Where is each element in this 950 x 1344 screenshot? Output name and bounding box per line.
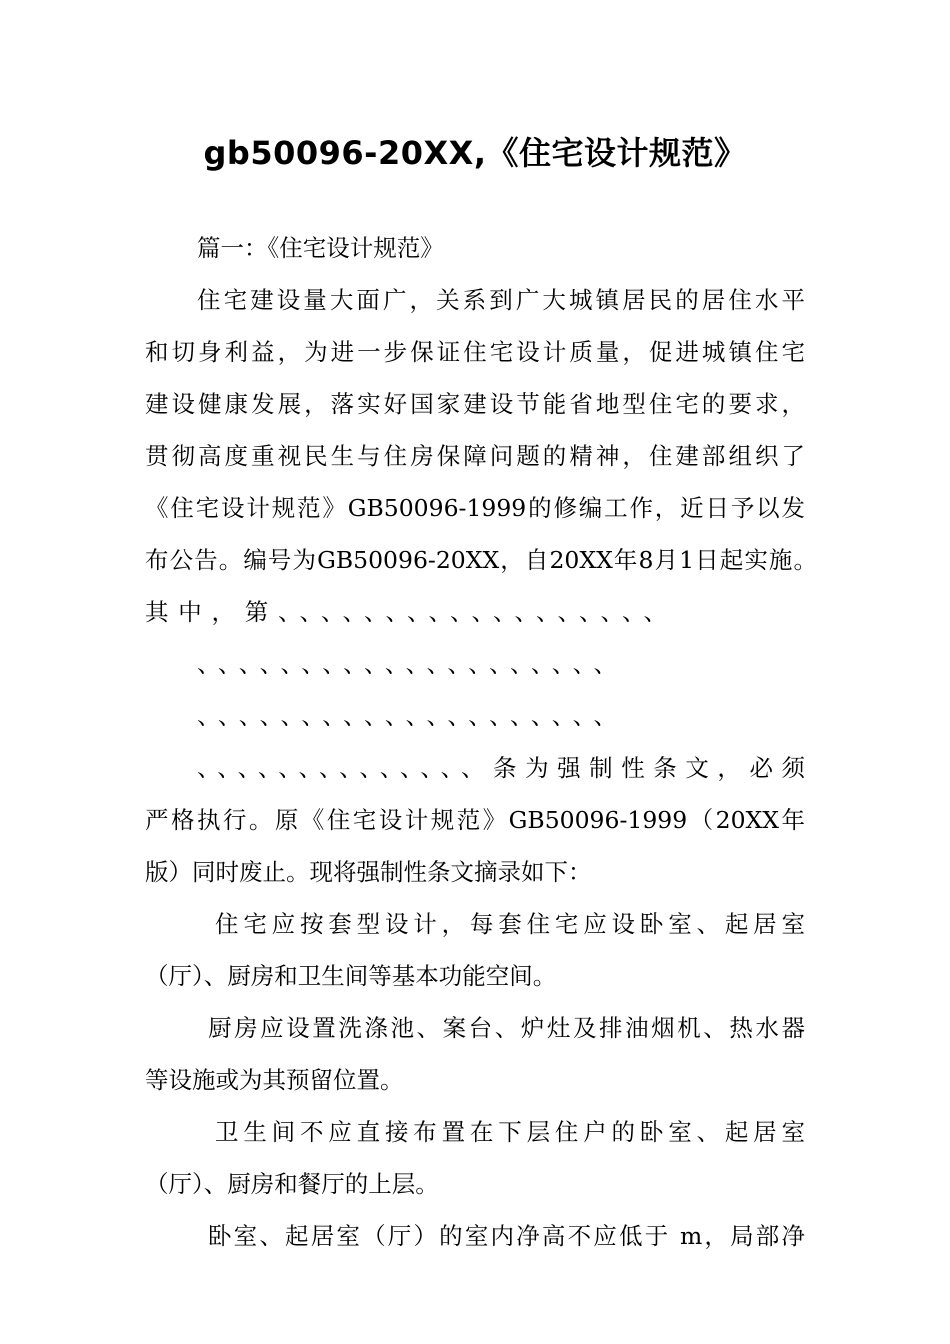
paragraph-line: 和切身利益，为进一步保证住宅设计质量，促进城镇住宅	[145, 338, 805, 366]
paragraph-line: 贯彻高度重视民生与住房保障问题的精神，住建部组织了	[145, 442, 805, 470]
paragraph-line: 布公告。编号为GB50096-20XX，自20XX年8月1日起实施。	[145, 546, 817, 574]
paragraph-line: 住宅应按套型设计，每套住宅应设卧室、起居室	[215, 910, 805, 938]
paragraph-line: 、、、、、、、、、、、、、、、、、、、、	[197, 650, 617, 678]
paragraph-line: 厨房应设置洗涤池、案台、炉灶及排油烟机、热水器	[208, 1014, 805, 1042]
paragraph-line: 其中，第、、、、、、、、、、、、、、、、、、	[145, 598, 667, 626]
paragraph-line: 《住宅设计规范》GB50096-1999的修编工作，近日予以发	[145, 494, 805, 522]
section-heading: 篇一：《住宅设计规范》	[197, 234, 444, 262]
paragraph-line: 严格执行。原《住宅设计规范》GB50096-1999（20XX年	[145, 806, 805, 834]
paragraph-line: 等设施或为其预留位置。	[145, 1066, 404, 1094]
paragraph-line: （厅）、厨房和卫生间等基本功能空间。	[145, 962, 557, 990]
paragraph-line: 、、、、、、、、、、、、、、条为强制性条文，必须	[197, 754, 805, 782]
document-title: gb50096-20XX,《住宅设计规范》	[203, 134, 747, 172]
paragraph-line: 、、、、、、、、、、、、、、、、、、、、	[197, 702, 617, 730]
paragraph-line: 卧室、起居室（厅）的室内净高不应低于 m，局部净	[208, 1222, 805, 1250]
paragraph-line: 建设健康发展，落实好国家建设节能省地型住宅的要求，	[145, 390, 805, 418]
paragraph-line: 版）同时废止。现将强制性条文摘录如下：	[145, 858, 592, 886]
paragraph-line: （厅）、厨房和餐厅的上层。	[145, 1170, 439, 1198]
paragraph-line: 卫生间不应直接布置在下层住户的卧室、起居室	[215, 1118, 805, 1146]
paragraph-line: 住宅建设量大面广，关系到广大城镇居民的居住水平	[197, 286, 805, 314]
